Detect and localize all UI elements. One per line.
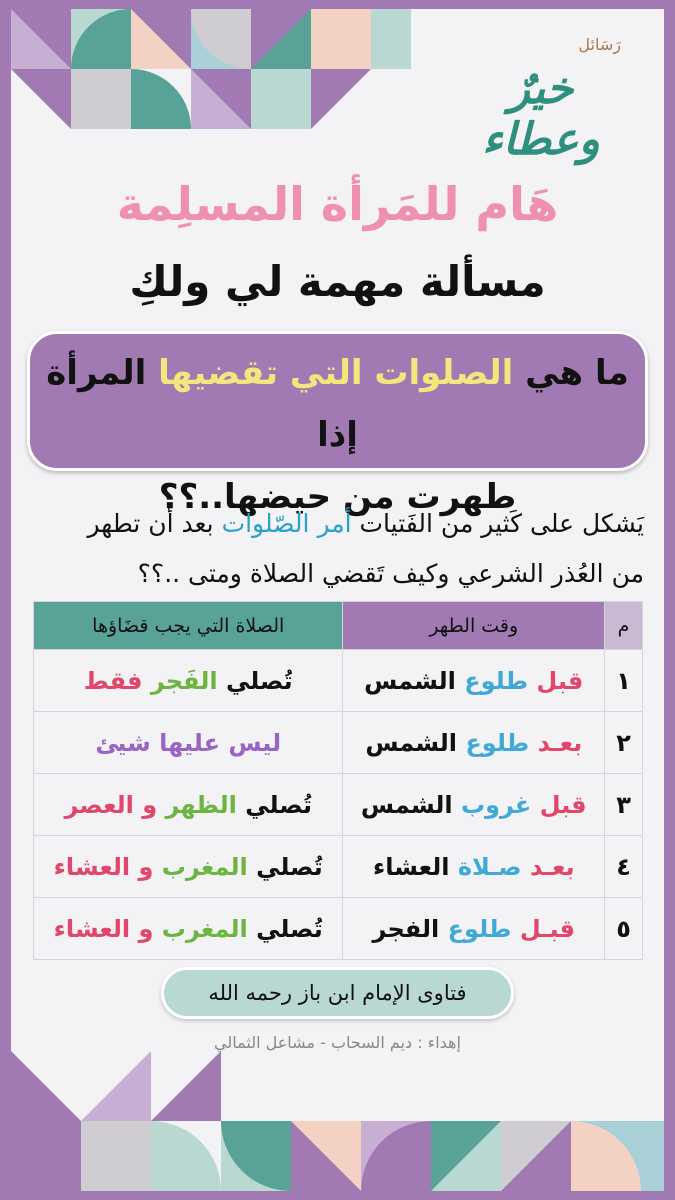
brand-main-text: خيرٌ وعطاء <box>482 63 600 165</box>
question-line-2: طهرت من حيضها..؟؟ <box>158 477 517 517</box>
intro-part-3: بعد أن تطهر <box>87 509 222 538</box>
row-time: بعـد طلوع الشمس <box>343 712 605 774</box>
brand-small-text: رَسَائل <box>578 35 621 54</box>
geometric-pattern-bottom <box>11 1051 664 1191</box>
row-prayer: تُصلي الظهر و العصر <box>34 774 343 836</box>
brand-logo <box>451 35 631 165</box>
card <box>11 9 664 1191</box>
question-highlight: الصلوات التي تقضيها <box>158 353 514 393</box>
row-time: قبل غروب الشمس <box>343 774 605 836</box>
table-row <box>34 712 643 774</box>
row-prayer: تُصلي المغرب و العشاء <box>34 836 343 898</box>
intro-part-1: يَشكل على كَثير من الفَتيات <box>351 509 644 538</box>
question-part-1: ما هي <box>513 353 629 393</box>
header-prayer: الصلاة التي يجب قضَاؤها <box>34 602 343 650</box>
row-num: ٥ <box>605 898 643 960</box>
table-row <box>34 898 643 960</box>
intro-line-2: من العُذر الشرعي وكيف تَقضي الصلاة ومتى ..؟؟ <box>137 559 644 588</box>
sub-title: مسألة مهمة لي ولكِ <box>129 257 546 306</box>
row-prayer: ليس عليها شيئ <box>34 712 343 774</box>
intro-highlight: أمر الصّلوات <box>221 509 352 538</box>
geometric-pattern-top <box>11 9 411 149</box>
row-time: قبل طلوع الشمس <box>343 650 605 712</box>
row-time: بعـد صـلاة العشاء <box>343 836 605 898</box>
credit-text: إهداء : ديم السحاب - مشاعل الثمالي <box>214 1033 461 1052</box>
question-part-3: المرأة إذا <box>46 353 358 455</box>
source-badge: فتاوى الإمام ابن باز رحمه الله <box>161 967 514 1019</box>
header-time: وقت الطهر <box>343 602 605 650</box>
table-row <box>34 836 643 898</box>
row-num: ١ <box>605 650 643 712</box>
row-prayer: تُصلي الفَجر فقط <box>34 650 343 712</box>
intro-line-1 <box>31 499 644 549</box>
row-num: ٣ <box>605 774 643 836</box>
prayers-table <box>33 601 643 960</box>
main-title: هَام للمَرأة المسلِمة <box>116 177 559 231</box>
header-num: م <box>605 602 643 650</box>
row-prayer: تُصلي المغرب و العشاء <box>34 898 343 960</box>
question-line-1 <box>30 342 645 466</box>
row-time: قبـل طلوع الفجر <box>343 898 605 960</box>
row-num: ٢ <box>605 712 643 774</box>
table-header-row <box>34 602 643 650</box>
row-num: ٤ <box>605 836 643 898</box>
intro-paragraph <box>31 499 644 599</box>
question-box <box>27 331 648 517</box>
table-row <box>34 774 643 836</box>
table-row <box>34 650 643 712</box>
